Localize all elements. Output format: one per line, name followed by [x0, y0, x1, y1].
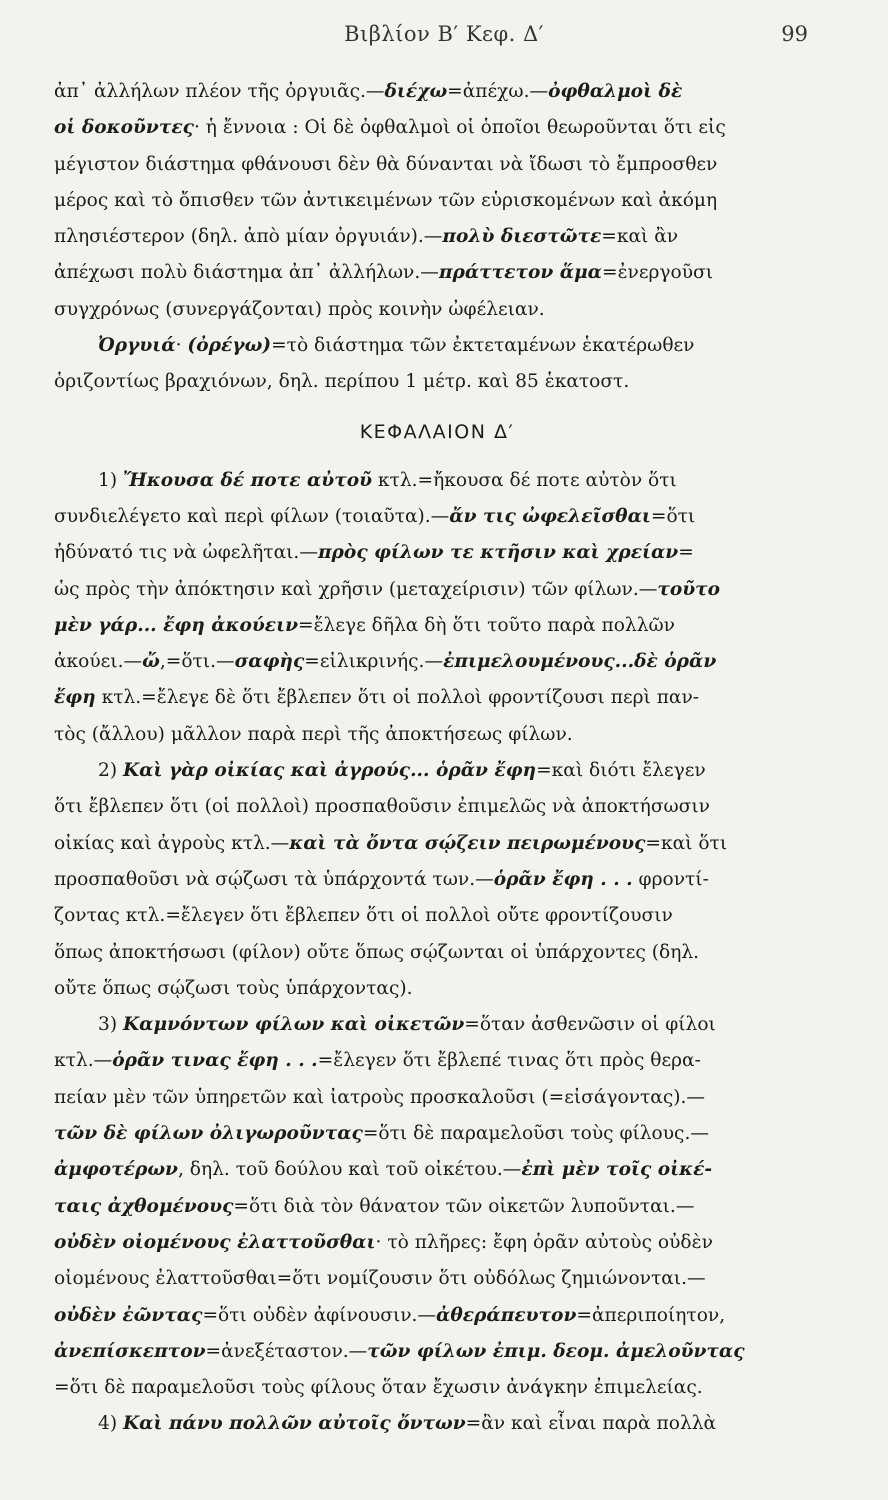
text-body	[54, 74, 820, 1443]
text-line	[54, 572, 820, 608]
text-line	[54, 364, 820, 400]
text-line	[54, 644, 820, 680]
chapter-heading: ΚΕΦΑΛΑΙΟΝ Δ′	[359, 420, 515, 443]
gloss-text: =ὅτι δὲ παραμελοῦσι τοὺς φίλους ὅταν ἔχωσιν ἀνάγκην ἐπιμελείας.	[54, 1377, 703, 1399]
text-line	[54, 219, 820, 255]
gloss-text: , δηλ. τοῦ δούλου καὶ τοῦ οἰκέτου.—	[177, 1159, 522, 1181]
text-line	[54, 1406, 820, 1442]
gloss-text: συνδιελέγετο καὶ περὶ φίλων (τοιαῦτα).—	[54, 505, 450, 527]
gloss-text: =ὅταν ἀσθενῶσιν οἱ φίλοι	[464, 1014, 716, 1036]
gloss-text: ἀπέχωσι πολὺ διάστημα ἀπ᾽ ἀλλήλων.—	[54, 262, 439, 284]
lemma-term: (ὀρέγω)	[187, 335, 272, 357]
gloss-text: 4)	[98, 1413, 123, 1435]
gloss-text: ἀκούει.—	[54, 651, 143, 673]
text-line	[54, 1152, 820, 1188]
text-line	[54, 826, 820, 862]
gloss-text: τὸς (ἄλλου) μᾶλλον παρὰ περὶ τῆς ἀποκτήσεως φίλων.	[54, 723, 573, 745]
page-number: 99	[781, 22, 808, 46]
lemma-term: ἀμφοτέρων	[54, 1159, 178, 1181]
gloss-text: οὔτε ὅπως σῴζωσι τοὺς ὑπάρχοντας).	[54, 977, 413, 999]
gloss-text: =καὶ διότι ἔλεγεν	[536, 760, 706, 782]
running-header	[0, 22, 888, 54]
lemma-term: τῶν φίλων ἐπιμ. δεομ. ἀμελοῦντας	[367, 1340, 745, 1362]
gloss-text: ἠδύνατό τις νὰ ὠφελῆται.—	[54, 542, 318, 564]
text-line	[54, 789, 820, 825]
gloss-text: κτλ.—	[54, 1050, 113, 1072]
gloss-text: οἰομένους ἐλαττοῦσθαι=ὅτι νομίζουσιν ὅτι οὐδόλως ζημιώνονται.—	[54, 1268, 706, 1290]
gloss-text: =καὶ ὅτι	[645, 832, 728, 854]
lemma-term: πρὸς φίλων τε κτῆσιν καὶ χρείαν	[317, 542, 679, 564]
gloss-text: συγχρόνως (συνεργάζονται) πρὸς κοινὴν ὠφέλειαν.	[54, 298, 545, 320]
text-line	[54, 1225, 820, 1261]
text-line	[54, 183, 820, 219]
text-line	[54, 717, 820, 753]
text-line	[54, 1189, 820, 1225]
text-line	[54, 971, 820, 1007]
lemma-term: Ἤκουσα δέ ποτε αὐτοῦ	[123, 469, 373, 491]
text-line	[54, 535, 820, 571]
lemma-term: Καμνόντων φίλων καὶ οἰκετῶν	[123, 1014, 465, 1036]
gloss-text: ὅπως ἀποκτήσωσι (φίλον) οὔτε ὅπως σῴζωνται οἱ ὑπάρχοντες (δηλ.	[54, 941, 700, 963]
lemma-term: ταις ἀχθομένους	[54, 1195, 234, 1217]
gloss-text: =ἔλεγε δῆλα δὴ ὅτι τοῦτο παρὰ πολλῶν	[298, 614, 675, 636]
lemma-term: ἀθεράπευτον	[436, 1304, 577, 1326]
text-line	[54, 74, 820, 110]
lemma-term: ἄν τις ὠφελεῖσθαι	[449, 505, 651, 527]
lemma-term: ἐπὶ μὲν τοῖς οἰκέ-	[521, 1159, 713, 1181]
gloss-text: =ἀπέχω.—	[447, 81, 549, 102]
text-line	[54, 255, 820, 291]
lemma-term: πράττετον ἅμα	[438, 262, 602, 284]
gloss-text: πλησιέστερον (δηλ. ἀπὸ μίαν ὀργυιάν).—	[54, 226, 443, 248]
text-line	[54, 935, 820, 971]
lemma-term: μὲν γάρ... ἔφη ἀκούειν	[54, 614, 298, 636]
text-line	[54, 1080, 820, 1116]
gloss-text: οἰκίας καὶ ἀγροὺς κτλ.—	[54, 832, 290, 854]
lemma-term: Καὶ πάνυ πολλῶν αὐτοῖς ὄντων	[123, 1413, 466, 1435]
lemma-term: σαφὴς	[234, 651, 305, 673]
running-title: Βιβλίον Β′ Κεφ. Δ′	[344, 22, 544, 46]
gloss-text: μέγιστον διάστημα φθάνουσι δὲν θὰ δύνανται νὰ ἴδωσι τὸ ἔμπροσθεν	[54, 153, 718, 175]
gloss-text: =τὸ διάστημα τῶν ἐκτεταμένων ἑκατέρωθεν	[271, 335, 695, 357]
gloss-text: 2)	[98, 760, 123, 782]
text-line	[54, 1298, 820, 1334]
text-line	[54, 1043, 820, 1079]
gloss-text: =ἂν καὶ εἶναι παρὰ πολλὰ	[465, 1413, 717, 1435]
gloss-text: ·	[175, 335, 188, 357]
text-line	[54, 680, 820, 716]
gloss-text: ,=ὅτι.—	[159, 651, 235, 673]
gloss-text: ζοντας κτλ.=ἔλεγεν ὅτι ἔβλεπεν ὅτι οἱ πολλοὶ οὔτε φροντίζουσιν	[54, 905, 673, 927]
gloss-text: =ἀπεριποίητον,	[576, 1304, 726, 1326]
text-line	[54, 1334, 820, 1370]
gloss-text: =ὅτι	[650, 505, 696, 527]
text-line	[54, 862, 820, 898]
text-line	[54, 110, 820, 146]
lemma-term: καὶ τὰ ὄντα σῴζειν πειρωμένους	[289, 832, 646, 854]
lemma-term: ἐπιμελουμένους...δὲ ὁρᾶν	[443, 651, 717, 673]
gloss-text: =ἀνεξέταστον.—	[205, 1340, 368, 1362]
gloss-text: 3)	[98, 1014, 123, 1036]
gloss-text: =ἔλεγεν ὅτι ἔβλεπέ τινας ὅτι πρὸς θερα-	[317, 1050, 701, 1072]
gloss-text: ἀπ᾽ ἀλλήλων πλέον τῆς ὀργυιᾶς.—	[54, 81, 385, 102]
gloss-text: · τὸ πλῆρες: ἔφη ὁρᾶν αὐτοὺς οὐδὲν	[375, 1231, 713, 1253]
text-line	[54, 147, 820, 183]
lemma-term: Καὶ γὰρ οἰκίας καὶ ἀγρούς... ὁρᾶν ἔφη	[123, 760, 537, 782]
lemma-term: ὁρᾶν τινας ἔφη . . .	[112, 1050, 318, 1072]
text-line	[54, 1370, 820, 1406]
text-line	[54, 292, 820, 328]
gloss-text: κτλ.=ἔλεγε δὲ ὅτι ἔβλεπεν ὅτι οἱ πολλοὶ φροντίζουσι περὶ παν-	[95, 687, 700, 709]
lemma-term: τῶν δὲ φίλων ὀλιγωροῦντας	[54, 1123, 363, 1145]
text-line	[54, 463, 820, 499]
gloss-text: φροντί-	[632, 868, 709, 890]
gloss-text: · ἡ ἔννοια : Οἱ δὲ ὀφθαλμοὶ οἱ ὁποῖοι θεωροῦνται ὅτι εἰς	[193, 117, 726, 139]
gloss-text: =ὅτι οὐδὲν ἀφίνουσιν.—	[202, 1304, 437, 1326]
lemma-term: Ὀργυιά	[98, 335, 176, 357]
gloss-text: =ἐνεργοῦσι	[601, 262, 714, 284]
gloss-text: ὅτι ἔβλεπεν ὅτι (οἱ πολλοὶ) προσπαθοῦσιν ἐπιμελῶς νὰ ἀποκτήσωσιν	[54, 796, 710, 818]
text-line	[54, 1261, 820, 1297]
text-line	[54, 898, 820, 934]
gloss-text: =	[678, 542, 694, 564]
gloss-text: =ὅτι διὰ τὸν θάνατον τῶν οἰκετῶν λυποῦνται.—	[233, 1195, 695, 1217]
lemma-term: ὀφθαλμοὶ δὲ	[548, 81, 683, 102]
text-line	[54, 1007, 820, 1043]
lemma-term: πολὺ διεστῶτε	[442, 226, 602, 248]
gloss-text: κτλ.=ἤκουσα δέ ποτε αὐτὸν ὅτι	[372, 469, 677, 491]
gloss-text: =καὶ ἂν	[601, 226, 679, 248]
gloss-text: προσπαθοῦσι νὰ σῴζωσι τὰ ὑπάρχοντά των.—	[54, 868, 494, 890]
gloss-text: =εἰλικρινής.—	[304, 651, 444, 673]
lemma-term: οὐδὲν ἐῶντας	[54, 1304, 203, 1326]
text-line	[54, 499, 820, 535]
text-line	[54, 753, 820, 789]
gloss-text: πείαν μὲν τῶν ὑπηρετῶν καὶ ἰατροὺς προσκαλοῦσι (=εἰσάγοντας).—	[54, 1086, 706, 1108]
lemma-term: οὐδὲν οἰομένους ἐλαττοῦσθαι	[54, 1231, 376, 1253]
gloss-text: μέρος καὶ τὸ ὄπισθεν τῶν ἀντικειμένων τῶν εὑρισκομένων καὶ ἀκόμη	[54, 189, 718, 211]
lemma-term: ὁρᾶν ἔφη . . .	[493, 868, 633, 890]
lemma-term: οἱ δοκοῦντες	[54, 117, 194, 139]
lemma-term: ὤ	[142, 651, 160, 673]
gloss-text: ὡς πρὸς τὴν ἀπόκτησιν καὶ χρῆσιν (μεταχείρισιν) τῶν φίλων.—	[54, 578, 658, 600]
text-line	[54, 608, 820, 644]
lemma-term: ἔφη	[54, 687, 96, 709]
lemma-term: τοῦτο	[657, 578, 721, 600]
text-line	[54, 1116, 820, 1152]
lemma-term: διέχω	[384, 81, 448, 102]
gloss-text: ὁριζοντίως βραχιόνων, δηλ. περίπου 1 μέτρ. καὶ 85 ἑκατοστ.	[54, 371, 630, 393]
lemma-term: ἀνεπίσκεπτον	[54, 1340, 206, 1362]
gloss-text: 1)	[98, 469, 123, 491]
gloss-text: =ὅτι δὲ παραμελοῦσι τοὺς φίλους.—	[362, 1123, 709, 1145]
text-line	[54, 328, 820, 364]
